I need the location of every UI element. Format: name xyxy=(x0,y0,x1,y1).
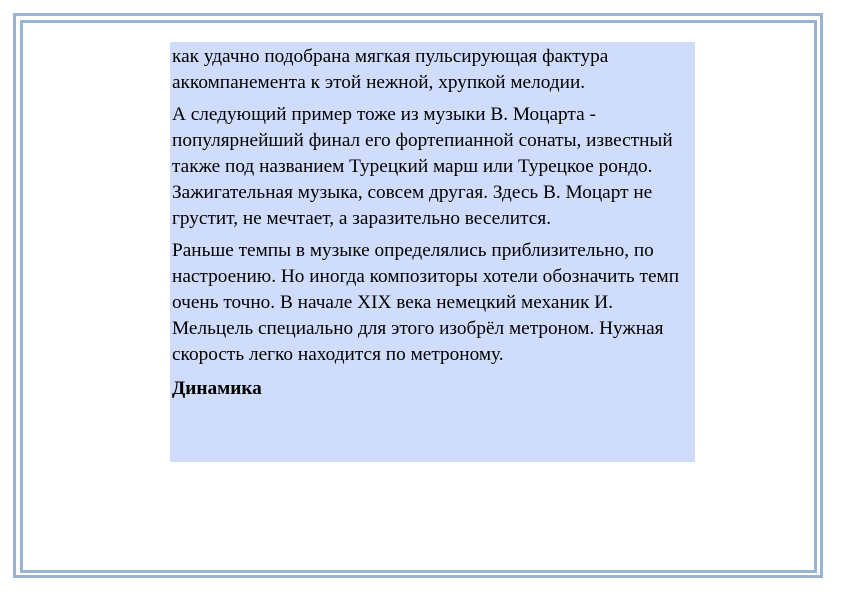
section-heading: Динамика xyxy=(172,378,262,399)
text-block xyxy=(170,42,695,462)
paragraph-2: А следующий пример тоже из музыки В. Моцарта - популярнейший финал его фортепианной сонаты, известный также под названием Турецкий марш или Турецкое рондо. Зажигательная музыка, совсем другая. Здесь В. Моцарт не грустит, не мечтает, а заразительно веселится. xyxy=(172,104,673,229)
paragraph-3: Раньше темпы в музыке определялись приблизительно, по настроению. Но иногда композиторы хотели обозначить темп очень точно. В начале XIX века немецкий механик И. Мельцель специально для этого изобрёл метроном. Нужная скорость легко находится по метроному. xyxy=(172,240,680,365)
paragraph-1: как удачно подобрана мягкая пульсирующая фактура аккомпанемента к этой нежной, хрупкой мелодии. xyxy=(172,46,609,93)
